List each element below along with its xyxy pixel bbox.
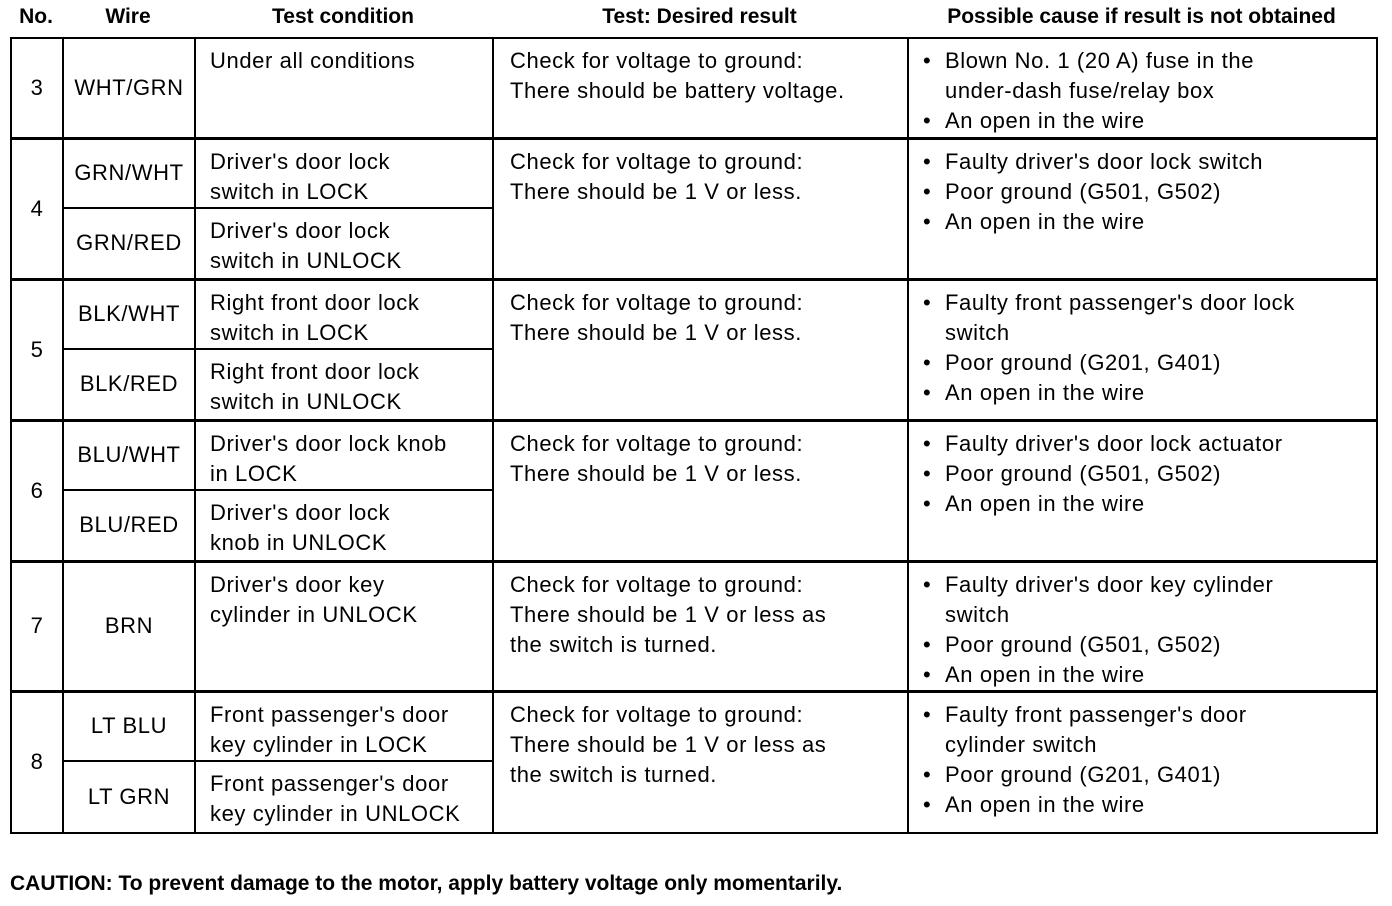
row-number: 3	[11, 38, 63, 138]
test-condition-line: Front passenger's door	[210, 771, 449, 796]
cause-line: Faulty driver's door key cylinder	[945, 571, 1274, 597]
row-number: 6	[11, 420, 63, 561]
table-row-group	[11, 279, 1377, 420]
cause-item	[923, 106, 1370, 136]
test-condition-line: Driver's door lock	[210, 148, 391, 174]
row-number: 8	[11, 691, 63, 833]
desired-result-line: Check for voltage to ground:	[510, 48, 804, 73]
header-possible-cause: Possible cause if result is not obtained	[947, 5, 1336, 28]
cause-list	[923, 570, 1370, 690]
desired-result-line: There should be 1 V or less.	[510, 319, 802, 345]
column-headers	[0, 2, 1392, 32]
cause-line: Faulty front passenger's door	[945, 701, 1247, 727]
cause-list	[923, 429, 1370, 519]
cause-item	[923, 46, 1370, 106]
wire-color: GRN/RED	[63, 208, 195, 279]
desired-result-line: Check for voltage to ground:	[510, 148, 804, 174]
bullet-icon: •	[923, 490, 932, 516]
bullet-icon: •	[923, 349, 932, 375]
table-row-group	[11, 38, 1377, 138]
desired-result-line: the switch is turned.	[510, 761, 718, 787]
test-condition-line: switch in UNLOCK	[210, 248, 402, 273]
test-condition-line: key cylinder in UNLOCK	[210, 801, 461, 826]
bullet-icon: •	[923, 571, 932, 597]
bullet-icon: •	[923, 148, 932, 174]
cause-line: An open in the wire	[945, 108, 1145, 133]
test-condition-line: switch in UNLOCK	[210, 389, 402, 414]
possible-causes	[908, 138, 1377, 279]
desired-result	[493, 279, 908, 420]
cause-item	[923, 459, 1370, 489]
row-number: 4	[11, 138, 63, 279]
cause-line: Faulty driver's door lock switch	[945, 148, 1264, 174]
test-condition-line: Driver's door key	[210, 571, 385, 597]
bullet-icon: •	[923, 178, 932, 204]
table-row	[11, 279, 1377, 349]
troubleshooting-table	[10, 37, 1378, 834]
bullet-icon: •	[923, 379, 932, 405]
table-row	[11, 691, 1377, 761]
header-wire: Wire	[105, 5, 151, 28]
wire-color: LT BLU	[63, 691, 195, 761]
table-row-group	[11, 561, 1377, 691]
bullet-icon: •	[923, 48, 932, 73]
cause-line: Poor ground (G501, G502)	[945, 460, 1222, 486]
desired-result	[493, 38, 908, 138]
cause-item	[923, 570, 1370, 630]
possible-causes	[908, 561, 1377, 691]
cause-line: An open in the wire	[945, 661, 1145, 687]
desired-result-line: There should be 1 V or less as	[510, 731, 827, 757]
cause-list	[923, 147, 1370, 237]
desired-result-line: There should be 1 V or less as	[510, 601, 827, 627]
cause-line: Blown No. 1 (20 A) fuse in the	[945, 48, 1255, 73]
cause-line: An open in the wire	[945, 379, 1145, 405]
test-condition-line: key cylinder in LOCK	[210, 731, 428, 757]
test-condition	[195, 490, 493, 561]
table-row-group	[11, 420, 1377, 561]
test-condition-line: knob in UNLOCK	[210, 530, 388, 555]
desired-result	[493, 691, 908, 833]
test-condition-line: Under all conditions	[210, 48, 416, 73]
test-condition-line: Front passenger's door	[210, 701, 449, 727]
cause-item	[923, 700, 1370, 760]
cause-line: cylinder switch	[945, 731, 1098, 757]
cause-line: Poor ground (G501, G502)	[945, 178, 1222, 204]
cause-line: An open in the wire	[945, 490, 1145, 516]
wire-color: BLU/WHT	[63, 420, 195, 490]
cause-line: Poor ground (G201, G401)	[945, 761, 1222, 787]
desired-result	[493, 138, 908, 279]
cause-list	[923, 288, 1370, 408]
test-condition	[195, 691, 493, 761]
test-condition	[195, 349, 493, 420]
caution-note: CAUTION: To prevent damage to the motor, apply battery voltage only momentarily.	[10, 872, 843, 895]
bullet-icon: •	[923, 661, 932, 687]
desired-result-line: Check for voltage to ground:	[510, 571, 804, 597]
cause-line: switch	[945, 601, 1010, 627]
test-condition-line: switch in LOCK	[210, 178, 369, 204]
bullet-icon: •	[923, 701, 932, 727]
cause-item	[923, 288, 1370, 348]
desired-result-line: Check for voltage to ground:	[510, 701, 804, 727]
wire-color: BLK/RED	[63, 349, 195, 420]
test-condition	[195, 138, 493, 208]
cause-line: under-dash fuse/relay box	[945, 78, 1215, 103]
row-number: 5	[11, 279, 63, 420]
bullet-icon: •	[923, 430, 932, 456]
test-condition-line: switch in LOCK	[210, 319, 369, 345]
row-number: 7	[11, 561, 63, 691]
desired-result-line: Check for voltage to ground:	[510, 289, 804, 315]
test-condition-line: Right front door lock	[210, 289, 420, 315]
test-condition-line: Driver's door lock	[210, 500, 391, 525]
wire-color: GRN/WHT	[63, 138, 195, 208]
cause-line: An open in the wire	[945, 791, 1145, 817]
header-test-condition: Test condition	[272, 5, 414, 28]
bullet-icon: •	[923, 108, 932, 133]
test-condition-line: Driver's door lock knob	[210, 430, 447, 456]
cause-line: Poor ground (G501, G502)	[945, 631, 1222, 657]
desired-result-line: There should be 1 V or less.	[510, 178, 802, 204]
desired-result-line: There should be battery voltage.	[510, 78, 845, 103]
header-desired-result: Test: Desired result	[602, 5, 797, 28]
test-condition	[195, 279, 493, 349]
cause-item	[923, 177, 1370, 207]
cause-item	[923, 207, 1370, 237]
test-condition-line: Driver's door lock	[210, 218, 391, 243]
table-row	[11, 420, 1377, 490]
cause-item	[923, 429, 1370, 459]
cause-line: Poor ground (G201, G401)	[945, 349, 1222, 375]
table-row	[11, 138, 1377, 208]
table-row	[11, 38, 1377, 138]
desired-result-line: Check for voltage to ground:	[510, 430, 804, 456]
test-condition	[195, 208, 493, 279]
cause-item	[923, 630, 1370, 660]
possible-causes	[908, 691, 1377, 833]
cause-item	[923, 660, 1370, 690]
desired-result	[493, 420, 908, 561]
desired-result	[493, 561, 908, 691]
bullet-icon: •	[923, 208, 932, 234]
cause-line: Faulty driver's door lock actuator	[945, 430, 1283, 456]
wire-color: LT GRN	[63, 761, 195, 833]
wire-color: BRN	[63, 561, 195, 691]
cause-item	[923, 760, 1370, 790]
header-no: No.	[19, 5, 53, 28]
table-row	[11, 561, 1377, 691]
desired-result-line: the switch is turned.	[510, 631, 718, 657]
test-condition	[195, 761, 493, 833]
bullet-icon: •	[923, 460, 932, 486]
possible-causes	[908, 279, 1377, 420]
test-condition	[195, 38, 493, 138]
cause-line: An open in the wire	[945, 208, 1145, 234]
bullet-icon: •	[923, 289, 932, 315]
desired-result-line: There should be 1 V or less.	[510, 460, 802, 486]
test-condition	[195, 561, 493, 691]
test-condition-line: in LOCK	[210, 460, 298, 486]
cause-item	[923, 489, 1370, 519]
cause-line: Faulty front passenger's door lock	[945, 289, 1295, 315]
table-row-group	[11, 138, 1377, 279]
cause-item	[923, 348, 1370, 378]
cause-item	[923, 790, 1370, 820]
cause-line: switch	[945, 319, 1010, 345]
possible-causes	[908, 38, 1377, 138]
test-condition-line: Right front door lock	[210, 359, 420, 384]
table-row-group	[11, 691, 1377, 833]
wire-color: BLU/RED	[63, 490, 195, 561]
bullet-icon: •	[923, 761, 932, 787]
wire-color: WHT/GRN	[63, 38, 195, 138]
test-condition	[195, 420, 493, 490]
bullet-icon: •	[923, 791, 932, 817]
cause-item	[923, 147, 1370, 177]
possible-causes	[908, 420, 1377, 561]
wire-color: BLK/WHT	[63, 279, 195, 349]
cause-list	[923, 700, 1370, 820]
test-condition-line: cylinder in UNLOCK	[210, 601, 418, 627]
cause-item	[923, 378, 1370, 408]
bullet-icon: •	[923, 631, 932, 657]
cause-list	[923, 46, 1370, 136]
